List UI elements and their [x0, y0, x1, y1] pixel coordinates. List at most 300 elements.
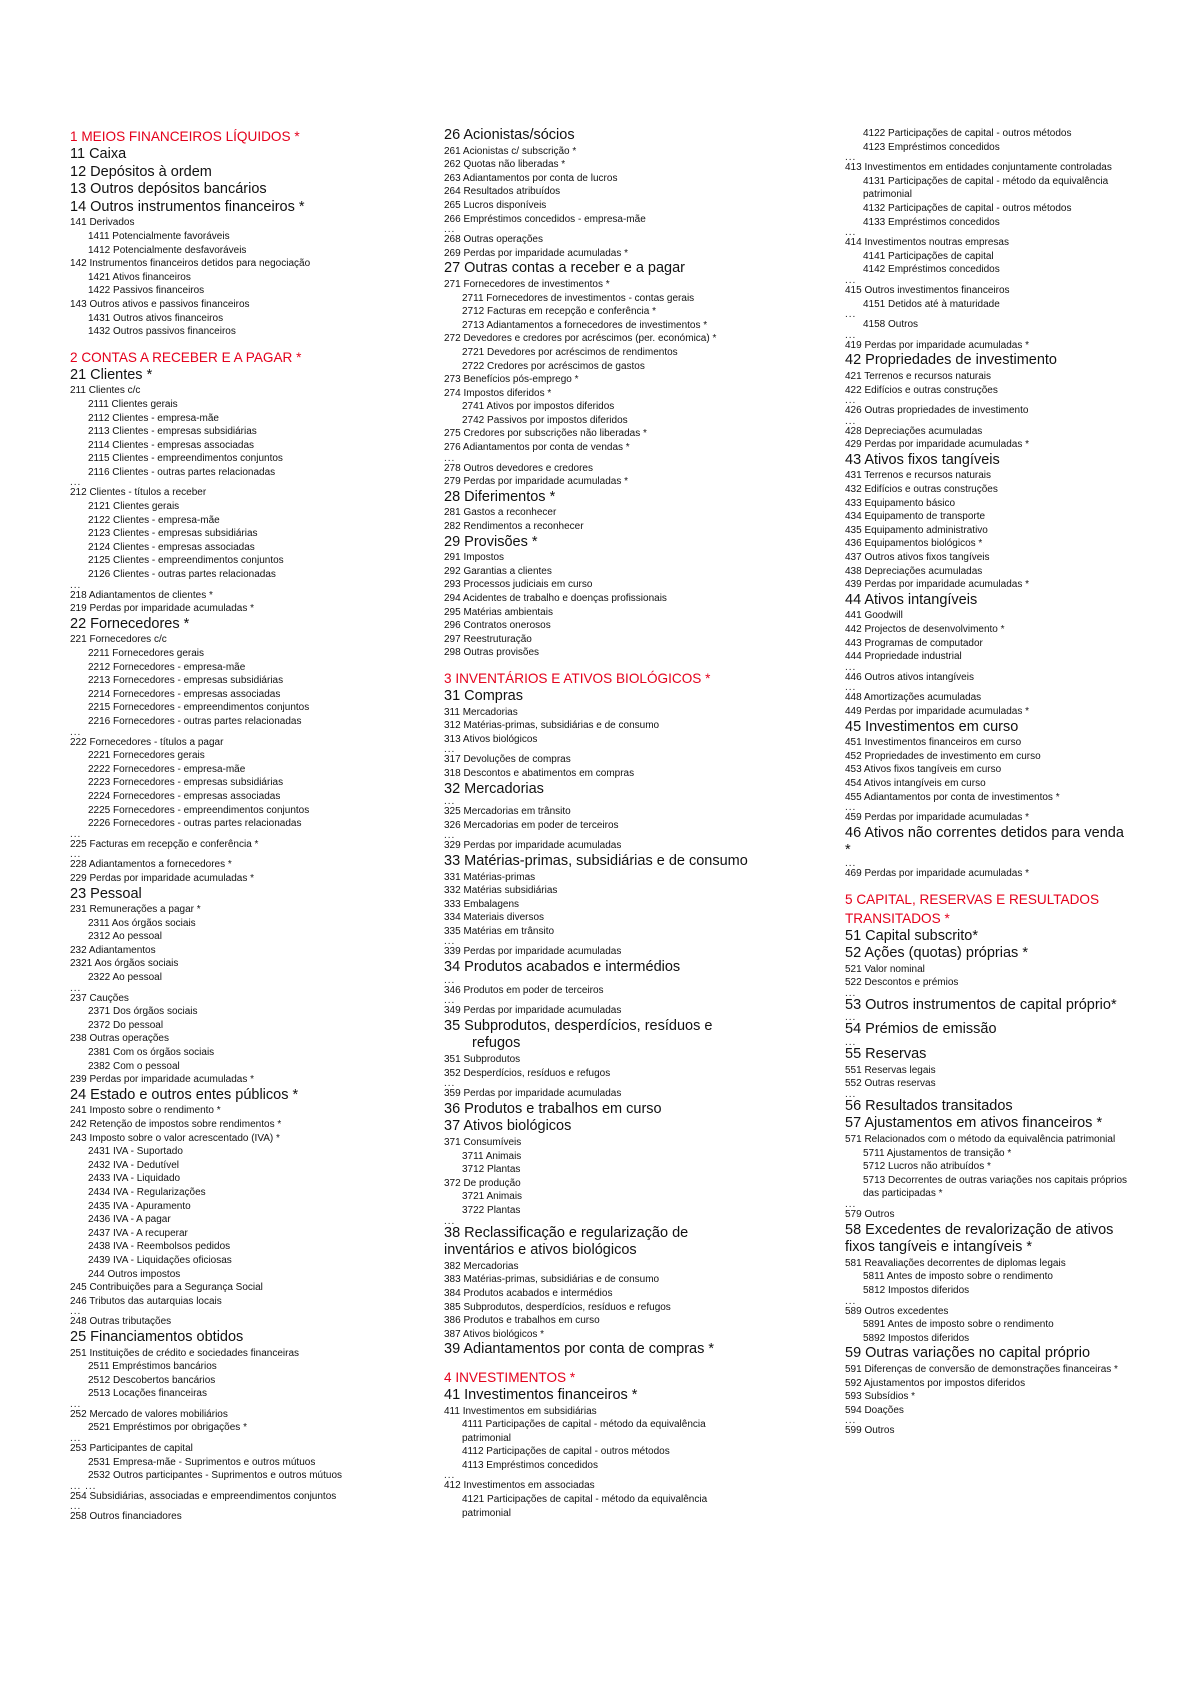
- account-heading: fixos tangíveis e intangíveis *: [845, 1239, 1032, 1256]
- account-line: 238 Outras operações: [70, 1033, 169, 1045]
- sub-account-line: 4158 Outros: [863, 319, 919, 331]
- sub-account-line: 1431 Outros ativos financeiros: [88, 312, 224, 324]
- account-line: 313 Ativos biológicos: [444, 733, 538, 745]
- ellipsis: ...: [845, 987, 857, 999]
- account-line: 276 Adiantamentos por conta de vendas *: [444, 442, 630, 454]
- account-line: 339 Perdas por imparidade acumuladas: [444, 946, 622, 958]
- account-line: 441 Goodwill: [845, 610, 903, 622]
- sub-account-line: 1422 Passivos financeiros: [88, 285, 205, 297]
- sub-account-line: 4131 Participações de capital - método da equivalência: [863, 175, 1109, 187]
- account-line: 292 Garantias a clientes: [444, 565, 552, 577]
- account-heading: 37 Ativos biológicos: [444, 1118, 572, 1135]
- sub-account-line: 5713 Decorrentes de outras variações nos capitais próprios: [863, 1174, 1128, 1186]
- account-heading: 53 Outros instrumentos de capital próprio*: [845, 996, 1117, 1013]
- sub-account-line: 2371 Dos órgãos sociais: [88, 1006, 198, 1018]
- sub-account-line: 2225 Fornecedores - empreendimentos conjuntos: [88, 804, 310, 816]
- account-line: 436 Equipamentos biológicos *: [845, 538, 983, 550]
- account-heading: 41 Investimentos financeiros *: [444, 1386, 638, 1403]
- sub-account-line: 2439 IVA - Liquidações oficiosas: [88, 1254, 232, 1266]
- ellipsis: ...: [70, 828, 82, 840]
- account-line: 413 Investimentos em entidades conjuntamente controladas: [845, 162, 1112, 174]
- sub-account-line: 2512 Descobertos bancários: [88, 1374, 216, 1386]
- sub-account-line: 2126 Clientes - outras partes relacionadas: [88, 569, 276, 581]
- sub-account-line: 1412 Potencialmente desfavoráveis: [88, 244, 247, 256]
- ellipsis: ...: [70, 579, 82, 591]
- account-line: 551 Reservas legais: [845, 1064, 936, 1076]
- account-heading: 54 Prémios de emissão: [845, 1021, 997, 1038]
- account-heading: 31 Compras: [444, 687, 523, 704]
- sub-account-line: 2713 Adiantamentos a fornecedores de investimentos *: [462, 319, 708, 331]
- ellipsis: ...: [845, 661, 857, 673]
- account-heading: 46 Ativos não correntes detidos para venda: [845, 824, 1124, 841]
- ellipsis: ...: [845, 857, 857, 869]
- sub-account-line: 5811 Antes de imposto sobre o rendimento: [863, 1271, 1053, 1283]
- account-line: 275 Credores por subscrições não liberadas *: [444, 428, 647, 440]
- account-line: 434 Equipamento de transporte: [845, 511, 986, 523]
- account-line: 258 Outros financiadores: [70, 1511, 182, 1523]
- account-line: 346 Produtos em poder de terceiros: [444, 984, 604, 996]
- ellipsis: ...: [845, 227, 857, 239]
- sub-account-line: 2382 Com o pessoal: [88, 1060, 180, 1072]
- ellipsis: ...: [845, 682, 857, 694]
- account-line: 248 Outras tributações: [70, 1316, 172, 1328]
- sub-account-line: 2121 Clientes gerais: [88, 501, 180, 513]
- sub-account-line: 5891 Antes de imposto sobre o rendimento: [863, 1319, 1054, 1331]
- account-heading: 25 Financiamentos obtidos: [70, 1328, 244, 1345]
- account-line: 334 Materiais diversos: [444, 912, 545, 924]
- account-line: 281 Gastos a reconhecer: [444, 507, 557, 519]
- account-line: 426 Outras propriedades de investimento: [845, 405, 1029, 417]
- sub-account-line: 5711 Ajustamentos de transição *: [863, 1147, 1012, 1159]
- account-heading: 29 Provisões *: [444, 533, 538, 550]
- account-line: 431 Terrenos e recursos naturais: [845, 470, 992, 482]
- account-line: 243 Imposto sobre o valor acrescentado (IVA) *: [70, 1132, 280, 1144]
- sub-account-line: 4113 Empréstimos concedidos: [462, 1459, 598, 1471]
- ellipsis: ...: [70, 1501, 82, 1513]
- account-line: 593 Subsídios *: [845, 1391, 916, 1403]
- sub-account-line: 2532 Outros participantes - Suprimentos e outros mútuos: [88, 1470, 343, 1482]
- sub-account-line: 2513 Locações financeiras: [88, 1388, 207, 1400]
- sub-account-line: 5712 Lucros não atribuídos *: [863, 1161, 991, 1173]
- class-heading: TRANSITADOS *: [845, 910, 950, 926]
- ellipsis: ...: [845, 415, 857, 427]
- ellipsis: ...: [845, 1088, 857, 1100]
- account-line: 326 Mercadorias em poder de terceiros: [444, 819, 619, 831]
- sub-account-line: 2312 Ao pessoal: [88, 931, 162, 943]
- account-line: 579 Outros: [845, 1209, 895, 1220]
- account-line: 411 Investimentos em subsidiárias: [444, 1405, 597, 1417]
- account-line: 382 Mercadorias: [444, 1260, 519, 1272]
- column-2: [444, 127, 804, 1520]
- account-heading: 35 Subprodutos, desperdícios, resíduos e: [444, 1017, 713, 1034]
- account-heading: 22 Fornecedores *: [70, 615, 190, 632]
- account-line: 242 Retenção de impostos sobre rendimentos *: [70, 1119, 282, 1130]
- sub-account-line: 4141 Participações de capital: [863, 250, 994, 262]
- sub-account-line: 2436 IVA - A pagar: [88, 1214, 171, 1226]
- sub-account-line: 2215 Fornecedores - empreendimentos conjuntos: [88, 702, 310, 714]
- account-heading: 23 Pessoal: [70, 885, 142, 902]
- account-line: 265 Lucros disponíveis: [444, 199, 547, 211]
- sub-account-line: 2111 Clientes gerais: [88, 398, 178, 410]
- account-heading: 59 Outras variações no capital próprio: [845, 1345, 1091, 1362]
- account-line: 294 Acidentes de trabalho e doenças profissionais: [444, 593, 667, 604]
- account-line: 581 Reavaliações decorrentes de diplomas legais: [845, 1257, 1066, 1269]
- sub-account-line: 2381 Com os órgãos sociais: [88, 1047, 215, 1059]
- sub-account-line: 3712 Plantas: [462, 1164, 521, 1176]
- sub-account-line: 4122 Participações de capital - outros métodos: [863, 128, 1072, 139]
- sub-account-line: 4151 Detidos até à maturidade: [863, 298, 1000, 310]
- sub-account-line: 3721 Animais: [462, 1191, 523, 1203]
- ellipsis: ...: [845, 1295, 857, 1307]
- account-line: 591 Diferenças de conversão de demonstrações financeiras *: [845, 1363, 1118, 1375]
- account-line: 428 Depreciações acumuladas: [845, 425, 983, 437]
- sub-account-line: 2114 Clientes - empresas associadas: [88, 439, 255, 451]
- account-line: 263 Adiantamentos por conta de lucros: [444, 172, 618, 184]
- account-heading: 38 Reclassificação e regularização de: [444, 1224, 689, 1241]
- ellipsis: ...: [444, 452, 456, 464]
- sub-account-line: 2124 Clientes - empresas associadas: [88, 541, 255, 553]
- account-line: 279 Perdas por imparidade acumuladas *: [444, 476, 628, 488]
- account-line: 274 Impostos diferidos *: [444, 387, 552, 399]
- account-line: 421 Terrenos e recursos naturais: [845, 370, 992, 382]
- account-heading: 21 Clientes *: [70, 366, 153, 383]
- account-line: 331 Matérias-primas: [444, 871, 536, 883]
- sub-account-line: 2224 Fornecedores - empresas associadas: [88, 790, 281, 802]
- ellipsis: ...: [70, 477, 82, 489]
- account-line: 419 Perdas por imparidade acumuladas *: [845, 339, 1029, 351]
- sub-account-line: 1411 Potencialmente favoráveis: [88, 230, 230, 242]
- account-line: 225 Facturas em recepção e conferência *: [70, 838, 259, 850]
- account-line: 594 Doações: [845, 1404, 904, 1416]
- account-line: 295 Matérias ambientais: [444, 606, 553, 618]
- account-line: 359 Perdas por imparidade acumuladas: [444, 1088, 622, 1100]
- ellipsis: ...: [845, 1037, 857, 1049]
- ellipsis: ...: [70, 849, 82, 861]
- ellipsis: ...: [444, 830, 456, 842]
- account-line: 371 Consumíveis: [444, 1137, 522, 1148]
- sub-account-line: 5892 Impostos diferidos: [863, 1332, 970, 1344]
- ellipsis: ...: [70, 1433, 82, 1445]
- sub-account-line: 2113 Clientes - empresas subsidiárias: [88, 426, 257, 438]
- sub-account-line: 2311 Aos órgãos sociais: [88, 917, 196, 929]
- account-line: 352 Desperdícios, resíduos e refugos: [444, 1067, 611, 1079]
- ellipsis: ...: [845, 274, 857, 286]
- sub-account-line: 2741 Ativos por impostos diferidos: [462, 401, 615, 413]
- sub-account-line: 2437 IVA - A recuperar: [88, 1227, 188, 1239]
- sub-account-line: 2711 Fornecedores de investimentos - contas gerais: [462, 292, 695, 304]
- account-line: 443 Programas de computador: [845, 637, 983, 649]
- account-line: 448 Amortizações acumuladas: [845, 692, 982, 704]
- account-line: 571 Relacionados com o método da equivalência patrimonial: [845, 1134, 1116, 1146]
- account-line: 296 Contratos onerosos: [444, 620, 551, 632]
- ellipsis: ...: [845, 802, 857, 814]
- account-line: 435 Equipamento administrativo: [845, 524, 988, 536]
- sub-account-line: 2221 Fornecedores gerais: [88, 750, 205, 762]
- sub-account-line: 4112 Participações de capital - outros métodos: [462, 1446, 670, 1458]
- sub-account-line: 2213 Fornecedores - empresas subsidiárias: [88, 675, 284, 687]
- sub-account-line: 2125 Clientes - empreendimentos conjuntos: [88, 555, 284, 567]
- ellipsis: ...: [70, 982, 82, 994]
- account-line: 2321 Aos órgãos sociais: [70, 958, 179, 970]
- ellipsis: ...: [845, 309, 857, 321]
- sub-account-line: 1432 Outros passivos financeiros: [88, 326, 236, 338]
- account-line: 212 Clientes - títulos a receber: [70, 487, 207, 499]
- sub-account-line: patrimonial: [462, 1432, 511, 1444]
- account-line: 246 Tributos das autarquias locais: [70, 1295, 222, 1307]
- sub-account-line: 4133 Empréstimos concedidos: [863, 216, 1000, 228]
- account-line: 412 Investimentos em associadas: [444, 1480, 595, 1492]
- account-line: 222 Fornecedores - títulos a pagar: [70, 736, 224, 748]
- account-line: 272 Devedores e credores por acréscimos (per. económica) *: [444, 333, 717, 345]
- account-heading: 26 Acionistas/sócios: [444, 127, 575, 143]
- account-heading: 14 Outros instrumentos financeiros *: [70, 198, 305, 215]
- ellipsis: ...: [444, 744, 456, 756]
- sub-account-line: 4123 Empréstimos concedidos: [863, 141, 1000, 153]
- account-line: 429 Perdas por imparidade acumuladas *: [845, 439, 1029, 451]
- account-heading: 52 Ações (quotas) próprias *: [845, 945, 1028, 962]
- account-line: 459 Perdas por imparidade acumuladas *: [845, 812, 1029, 824]
- account-line: 449 Perdas por imparidade acumuladas *: [845, 705, 1029, 717]
- account-line: 245 Contribuições para a Segurança Social: [70, 1282, 263, 1294]
- account-line: 333 Embalagens: [444, 898, 520, 910]
- account-line: 552 Outras reservas: [845, 1078, 936, 1090]
- sub-account-line: 2214 Fornecedores - empresas associadas: [88, 688, 281, 700]
- account-line: 141 Derivados: [70, 217, 135, 229]
- account-line: 522 Descontos e prémios: [845, 977, 959, 989]
- account-heading: 39 Adiantamentos por conta de compras *: [444, 1341, 715, 1358]
- account-line: 349 Perdas por imparidade acumuladas: [444, 1005, 622, 1017]
- account-line: 239 Perdas por imparidade acumuladas *: [70, 1074, 254, 1086]
- sub-account-line: 2431 IVA - Suportado: [88, 1146, 183, 1158]
- ellipsis: ...: [444, 224, 456, 236]
- class-heading: 2 CONTAS A RECEBER E A PAGAR *: [70, 349, 302, 365]
- account-line: 262 Quotas não liberadas *: [444, 159, 566, 171]
- account-heading: inventários e ativos biológicos: [444, 1242, 637, 1259]
- sub-account-line: 4121 Participações de capital - método da equivalência: [462, 1494, 708, 1506]
- account-line: 312 Matérias-primas, subsidiárias e de consumo: [444, 720, 660, 732]
- sub-account-line: 2115 Clientes - empreendimentos conjuntos: [88, 453, 283, 465]
- account-line: 592 Ajustamentos por impostos diferidos: [845, 1377, 1026, 1389]
- account-heading: 34 Produtos acabados e intermédios: [444, 959, 681, 976]
- account-line: 385 Subprodutos, desperdícios, resíduos e refugos: [444, 1301, 671, 1313]
- account-heading: 11 Caixa: [70, 146, 127, 162]
- account-line: 297 Reestruturação: [444, 633, 532, 645]
- account-line: 241 Imposto sobre o rendimento *: [70, 1105, 221, 1117]
- sub-account-line: 2212 Fornecedores - empresa-mãe: [88, 661, 246, 673]
- account-line: 218 Adiantamentos de clientes *: [70, 589, 213, 601]
- account-line: 221 Fornecedores c/c: [70, 634, 167, 646]
- account-line: 268 Outras operações: [444, 234, 543, 246]
- account-line: 469 Perdas por imparidade acumuladas *: [845, 867, 1029, 879]
- sub-account-line: 2322 Ao pessoal: [88, 972, 162, 984]
- account-line: 351 Subprodutos: [444, 1054, 521, 1066]
- ellipsis: ...: [444, 995, 456, 1007]
- account-line: 232 Adiantamentos: [70, 944, 156, 956]
- sub-account-line: 2211 Fornecedores gerais: [88, 648, 204, 659]
- ellipsis: ...: [444, 1215, 456, 1227]
- ellipsis: ...: [70, 1306, 82, 1318]
- account-line: 254 Subsidiárias, associadas e empreendimentos conjuntos: [70, 1490, 337, 1502]
- ellipsis: ...: [444, 1470, 456, 1482]
- account-heading: 12 Depósitos à ordem: [70, 163, 212, 180]
- account-line: 228 Adiantamentos a fornecedores *: [70, 859, 232, 871]
- sub-account-line: 2521 Empréstimos por obrigações *: [88, 1422, 247, 1434]
- account-line: 273 Benefícios pós-emprego *: [444, 374, 579, 386]
- account-line: 372 De produção: [444, 1177, 521, 1189]
- sub-account-line: 2722 Credores por acréscimos de gastos: [462, 360, 645, 372]
- account-line: 335 Matérias em trânsito: [444, 925, 555, 937]
- account-heading: 24 Estado e outros entes públicos *: [70, 1086, 299, 1103]
- account-line: 589 Outros excedentes: [845, 1305, 949, 1317]
- account-heading: 13 Outros depósitos bancários: [70, 181, 267, 198]
- sub-account-line: 3722 Plantas: [462, 1204, 521, 1216]
- account-line: 383 Matérias-primas, subsidiárias e de consumo: [444, 1274, 660, 1286]
- sub-account-line: 2433 IVA - Liquidado: [88, 1173, 181, 1185]
- ellipsis: ...: [444, 936, 456, 948]
- account-heading: 57 Ajustamentos em ativos financeiros *: [845, 1115, 1103, 1132]
- account-line: 387 Ativos biológicos *: [444, 1328, 545, 1340]
- ellipsis: ...: [444, 1078, 456, 1090]
- account-line: 521 Valor nominal: [845, 963, 925, 975]
- account-line: 452 Propriedades de investimento em curso: [845, 750, 1041, 762]
- account-line: 252 Mercado de valores mobiliários: [70, 1408, 228, 1420]
- ellipsis: ... ...: [70, 1480, 97, 1492]
- ellipsis: ...: [845, 1199, 857, 1210]
- sub-account-line: 2116 Clientes - outras partes relacionadas: [88, 466, 276, 478]
- account-line: 451 Investimentos financeiros em curso: [845, 737, 1022, 749]
- sub-account-line: 2112 Clientes - empresa-mãe: [88, 412, 219, 424]
- column-3: [845, 127, 1185, 1438]
- account-line: 432 Edifícios e outras construções: [845, 484, 998, 496]
- account-line: 282 Rendimentos a reconhecer: [444, 521, 584, 533]
- account-heading: *: [845, 842, 851, 859]
- class-heading: 5 CAPITAL, RESERVAS E RESULTADOS: [845, 891, 1100, 907]
- sub-account-line: 4142 Empréstimos concedidos: [863, 264, 1000, 276]
- sub-account-line: 3711 Animais: [462, 1150, 522, 1162]
- account-line: 384 Produtos acabados e intermédios: [444, 1287, 613, 1299]
- account-heading: 44 Ativos intangíveis: [845, 591, 978, 608]
- account-heading: 58 Excedentes de revalorização de ativos: [845, 1221, 1114, 1238]
- account-heading: 27 Outras contas a receber e a pagar: [444, 260, 686, 277]
- sub-account-line: 2435 IVA - Apuramento: [88, 1200, 191, 1212]
- account-heading: 28 Diferimentos *: [444, 488, 556, 505]
- sub-account-line: 2226 Fornecedores - outras partes relacionadas: [88, 818, 302, 830]
- sub-account-line: 244 Outros impostos: [88, 1268, 181, 1280]
- sub-account-line: 2712 Facturas em recepção e conferência *: [462, 306, 656, 318]
- ellipsis: ...: [845, 1012, 857, 1024]
- account-line: 271 Fornecedores de investimentos *: [444, 278, 610, 290]
- sub-account-line: 2432 IVA - Dedutível: [88, 1159, 179, 1171]
- account-line: 454 Ativos intangíveis em curso: [845, 777, 986, 789]
- account-line: 444 Propriedade industrial: [845, 651, 962, 663]
- account-line: 332 Matérias subsidiárias: [444, 885, 558, 897]
- ellipsis: ...: [444, 796, 456, 808]
- ellipsis: ...: [444, 974, 456, 986]
- account-line: 293 Processos judiciais em curso: [444, 579, 593, 591]
- sub-account-line: 2216 Fornecedores - outras partes relacionadas: [88, 715, 302, 727]
- account-heading: 36 Produtos e trabalhos em curso: [444, 1100, 662, 1117]
- account-line: 143 Outros ativos e passivos financeiros: [70, 298, 250, 310]
- sub-account-line: 2438 IVA - Reembolsos pedidos: [88, 1241, 231, 1253]
- account-line: 455 Adiantamentos por conta de investimentos *: [845, 791, 1060, 803]
- sub-account-line: das participadas *: [863, 1188, 943, 1200]
- sub-account-line: 1421 Ativos financeiros: [88, 271, 191, 283]
- account-line: 142 Instrumentos financeiros detidos para negociação: [70, 258, 311, 270]
- account-line: 386 Produtos e trabalhos em curso: [444, 1315, 600, 1327]
- account-line: 442 Projectos de desenvolvimento *: [845, 624, 1005, 635]
- account-heading: 33 Matérias-primas, subsidiárias e de consumo: [444, 852, 748, 869]
- account-line: 291 Impostos: [444, 552, 505, 564]
- sub-account-line: 2122 Clientes - empresa-mãe: [88, 514, 220, 526]
- account-line: 229 Perdas por imparidade acumuladas *: [70, 872, 254, 884]
- account-line: 211 Clientes c/c: [70, 385, 141, 397]
- sub-account-line: 2223 Fornecedores - empresas subsidiárias: [88, 777, 284, 789]
- account-line: 438 Depreciações acumuladas: [845, 565, 983, 577]
- account-line: 414 Investimentos noutras empresas: [845, 237, 1009, 249]
- account-heading: 43 Ativos fixos tangíveis: [845, 451, 1000, 468]
- account-line: 446 Outros ativos intangíveis: [845, 671, 974, 683]
- class-heading: 3 INVENTÁRIOS E ATIVOS BIOLÓGICOS *: [444, 670, 711, 686]
- account-line: 325 Mercadorias em trânsito: [444, 806, 571, 818]
- account-line: 311 Mercadorias: [444, 706, 518, 718]
- sub-account-line: 4111 Participações de capital - método da equivalência: [462, 1419, 706, 1431]
- class-heading: 4 INVESTIMENTOS *: [444, 1369, 576, 1385]
- account-line: 219 Perdas por imparidade acumuladas *: [70, 603, 254, 615]
- ellipsis: ...: [845, 395, 857, 407]
- account-line: 278 Outros devedores e credores: [444, 462, 593, 474]
- ellipsis: ...: [70, 726, 82, 738]
- sub-account-line: 5812 Impostos diferidos: [863, 1284, 970, 1296]
- account-line: 415 Outros investimentos financeiros: [845, 284, 1010, 296]
- account-line: 266 Empréstimos concedidos - empresa-mãe: [444, 213, 646, 225]
- sub-account-line: 2123 Clientes - empresas subsidiárias: [88, 528, 258, 540]
- account-line: 264 Resultados atribuídos: [444, 186, 561, 198]
- account-line: 329 Perdas por imparidade acumuladas: [444, 840, 622, 852]
- sub-account-line: 2531 Empresa-mãe - Suprimentos e outros mútuos: [88, 1456, 316, 1468]
- account-line: 261 Acionistas c/ subscrição *: [444, 145, 577, 157]
- account-heading: 55 Reservas: [845, 1046, 927, 1063]
- account-line: 237 Cauções: [70, 992, 129, 1004]
- account-line: 269 Perdas por imparidade acumuladas *: [444, 247, 628, 259]
- account-heading: 42 Propriedades de investimento: [845, 352, 1057, 369]
- account-line: 318 Descontos e abatimentos em compras: [444, 767, 635, 779]
- ellipsis: ...: [845, 1415, 857, 1427]
- ellipsis: ...: [845, 329, 857, 341]
- ellipsis: ...: [845, 152, 857, 164]
- account-line: 317 Devoluções de compras: [444, 754, 571, 766]
- account-heading: 45 Investimentos em curso: [845, 718, 1019, 735]
- sub-account-line: 2222 Fornecedores - empresa-mãe: [88, 763, 246, 775]
- account-line: 599 Outros: [845, 1425, 895, 1437]
- sub-account-line: patrimonial: [462, 1507, 511, 1519]
- account-heading: refugos: [472, 1035, 521, 1052]
- column-1: [70, 127, 420, 1524]
- sub-account-line: 4132 Participações de capital - outros métodos: [863, 202, 1072, 214]
- sub-account-line: 2372 Do pessoal: [88, 1019, 164, 1031]
- account-heading: 56 Resultados transitados: [845, 1097, 1013, 1114]
- sub-account-line: patrimonial: [863, 189, 912, 201]
- sub-account-line: 2742 Passivos por impostos diferidos: [462, 414, 628, 426]
- account-line: 251 Instituições de crédito e sociedades financeiras: [70, 1347, 300, 1359]
- account-heading: 51 Capital subscrito*: [845, 927, 978, 944]
- ellipsis: ...: [70, 1398, 82, 1410]
- class-heading: 1 MEIOS FINANCEIROS LÍQUIDOS *: [70, 129, 300, 144]
- sub-account-line: 2511 Empréstimos bancários: [88, 1361, 217, 1373]
- account-line: 439 Perdas por imparidade acumuladas *: [845, 579, 1029, 591]
- account-line: 253 Participantes de capital: [70, 1443, 193, 1455]
- account-line: 298 Outras provisões: [444, 647, 540, 659]
- account-line: 422 Edifícios e outras construções: [845, 384, 998, 396]
